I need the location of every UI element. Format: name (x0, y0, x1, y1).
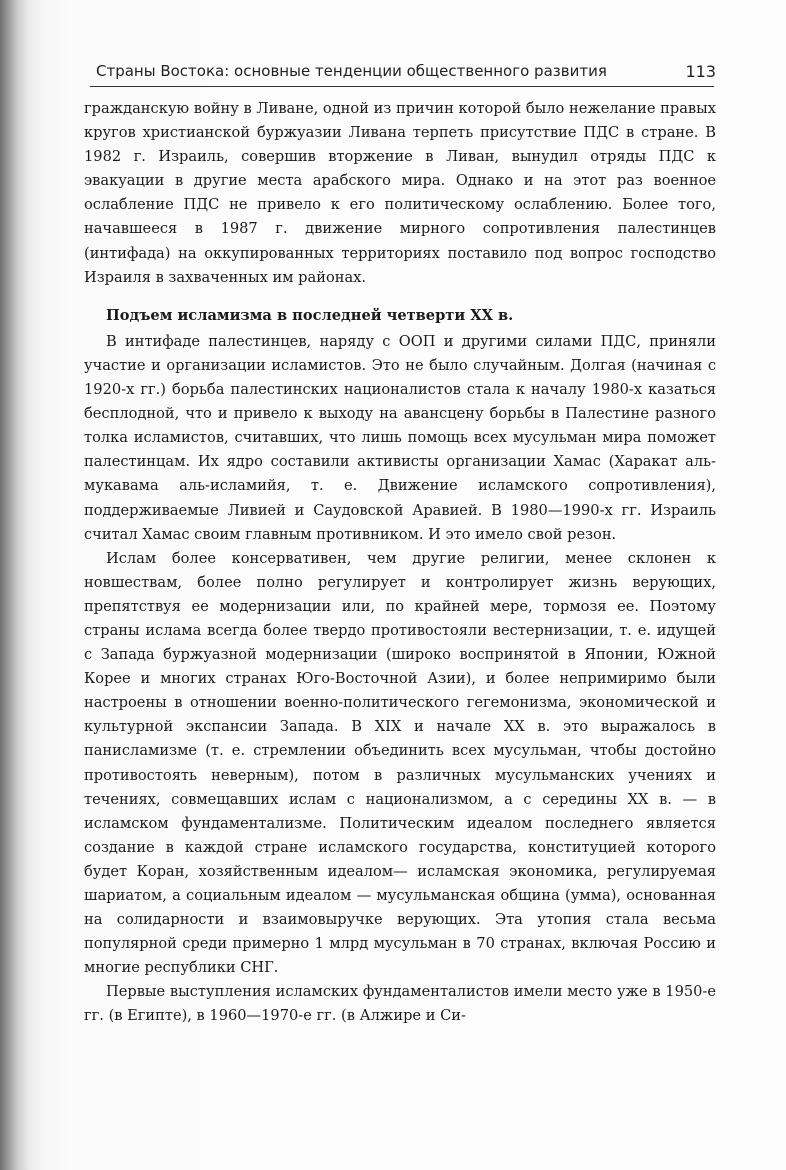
header-divider (90, 86, 714, 87)
running-header-title: Страны Востока: основные тенденции общественного развития (96, 62, 607, 80)
paragraph: Ислам более консервативен, чем другие религии, менее склонен к новшествам, более полно регулирует и контролирует жизнь верующих, препятствуя ее модернизации или, по крайней мере, тормозя ее. Поэтому страны ислама всегда более твердо противостояли вестернизации, т. е. идущей с Запада буржуазной модернизации (широко воспринятой в Японии, Южной Корее и многих странах Юго-Восточной Азии), и более непримиримо были настроены в отношении военно-политического гегемонизма, экономической и культурной экспансии Запада. В XIX и начале XX в. это выражалось в панисламизме (т. е. стремлении объединить всех мусульман, чтобы достойно противостоять неверным), потом в различных мусульманских учениях и течениях, совмещавших ислам с национализмом, а с середины XX в. — в исламском фундаментализме. Политическим идеалом последнего является создание в каждой стране исламского государства, конституцией которого будет Коран, хозяйственным идеалом— исламская экономика, регулируемая шариатом, а социальным идеалом — мусульманская община (умма), основанная на солидарности и взаимовыручке верующих. Эта утопия стала весьма популярной среди примерно 1 млрд мусульман в 70 странах, включая Россию и многие республики СНГ. (84, 549, 716, 977)
section-heading: Подъем исламизма в последней четверти XX в. (106, 306, 514, 324)
paragraph-continuation: гражданскую войну в Ливане, одной из причин которой было нежелание правых кругов христианской буржуазии Ливана терпеть присутствие ПДС в стране. В 1982 г. Израиль, совершив вторжение в Ливан, вынудил отряды ПДС к эвакуации в другие места арабского мира. Однако и на этот раз военное ослабление ПДС не привело к его политическому ослаблению. Более того, начавшееся в 1987 г. движение мирного сопротивления палестинцев (интифада) на оккупированных территориях поставило под вопрос господство Израиля в захваченных им районах. (84, 100, 716, 286)
paragraph: В интифаде палестинцев, наряду с ООП и другими силами ПДС, приняли участие и организации исламистов. Это не было случайным. Долгая (начиная с 1920-х гг.) борьба палестинских националистов стала к началу 1980-х казаться бесплодной, что и привело к выходу на авансцену борьбы в Палестине разного толка исламистов, считавших, что лишь помощь всех мусульман мира поможет палестинцам. Их ядро составили активисты организации Хамас (Харакат аль-мукавама аль-исламийя, т. е. Движение исламского сопротивления), поддерживаемые Ливией и Саудовской Аравией. В 1980—1990-х гг. Израиль считал Хамас своим главным противником. И это имело свой резон. (84, 332, 716, 543)
paragraph: Первые выступления исламских фундаменталистов имели место уже в 1950-е гг. (в Египте), в 1960—1970-е гг. (в Алжире и Си- (84, 983, 716, 1025)
running-header (96, 62, 716, 84)
body-text (84, 97, 716, 1029)
page-number: 113 (685, 62, 716, 81)
